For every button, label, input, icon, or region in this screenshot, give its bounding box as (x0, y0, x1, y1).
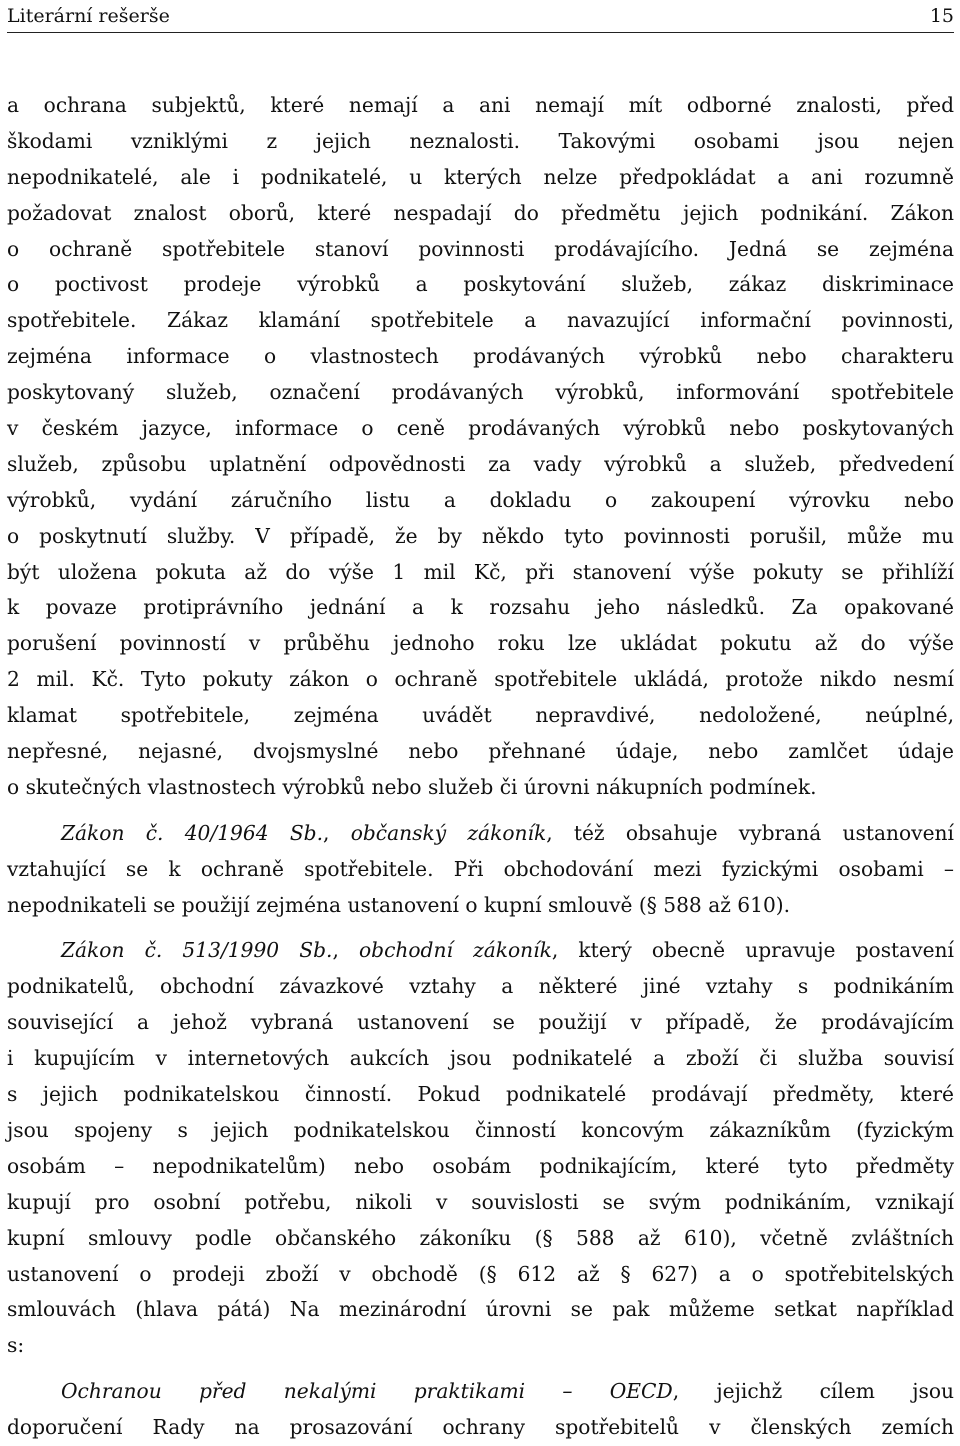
text-line: s jejich podnikatelskou činností. Pokud podnikatelé prodávají předměty, které (7, 1082, 954, 1107)
page-number: 15 (929, 5, 954, 27)
text-line: 2 mil. Kč. Tyto pokuty zákon o ochraně spotřebitele ukládá, protože nikdo nesmí (7, 667, 954, 692)
text-line: nepodnikateli se použijí zejména ustanovení o kupní smlouvě (§ 588 až 610). (7, 892, 791, 917)
text-line: v českém jazyce, informace o ceně prodávaných výrobků nebo poskytovaných (7, 416, 954, 441)
text-line: vztahující se k ochraně spotřebitele. Při obchodování mezi fyzickými osobami – (7, 856, 954, 881)
document-page (7, 0, 955, 1440)
text-line: kupní smlouvy podle občanského zákoníku (§ 588 až 610), včetně zvláštních (7, 1225, 954, 1250)
text-line: služeb, způsobu uplatnění odpovědnosti za vady výrobků a služeb, předvedení (7, 451, 954, 476)
text-line: s: (7, 1333, 25, 1358)
page-header (7, 0, 954, 33)
text-line: smlouvách (hlava pátá) Na mezinárodní úrovni se pak můžeme setkat například (7, 1297, 954, 1322)
text-line: o poskytnutí služby. V případě, že by někdo tyto povinnosti porušil, může mu (7, 523, 954, 548)
body-text (7, 88, 954, 1446)
text-line: škodami vzniklými z jejich neznalosti. Takovými osobami jsou nejen (7, 128, 954, 153)
text-line: a ochrana subjektů, které nemají a ani nemají mít odborné znalosti, před (7, 93, 954, 117)
text-line: klamat spotřebitele, zejména uvádět nepravdivé, nedoložené, neúplné, (7, 703, 954, 728)
text-line: osobám – nepodnikatelům) nebo osobám podnikajícím, které tyto předměty (7, 1153, 954, 1178)
text-line: požadovat znalost oborů, které nespadají do předmětu jejich podnikání. Zákon (7, 200, 954, 225)
chapter-title: Literární rešerše (7, 5, 170, 27)
text-line: poskytovaný služeb, označení prodávaných výrobků, informování spotřebitele (7, 380, 954, 405)
text-line: Zákon č. 513/1990 Sb., obchodní zákoník, který obecně upravuje postavení (61, 938, 955, 963)
text-line: i kupujícím v internetových aukcích jsou podnikatelé a zboží či služba souvisí (7, 1046, 954, 1071)
text-line: o ochraně spotřebitele stanoví povinnosti prodávajícího. Jedná se zejména (7, 236, 954, 261)
text-line: související a jehož vybraná ustanovení se použijí v případě, že prodávajícím (7, 1010, 954, 1035)
text-line: podnikatelů, obchodní závazkové vztahy a některé jiné vztahy s podnikáním (7, 974, 954, 999)
text-line: Zákon č. 40/1964 Sb., občanský zákoník, též obsahuje vybraná ustanovení (61, 820, 954, 845)
text-line: nepřesné, nejasné, dvojsmyslné nebo přehnané údaje, nebo zamlčet údaje (7, 739, 954, 764)
text-line: kupují pro osobní potřebu, nikoli v souvislosti se svým podnikáním, vznikají (7, 1189, 954, 1214)
text-line: jsou spojeny s jejich podnikatelskou činností koncovým zákazníkům (fyzickým (7, 1117, 954, 1142)
paragraph-consumer-protection (7, 88, 954, 806)
text-line: spotřebitele. Zákaz klamání spotřebitele a navazující informační povinnosti, (7, 308, 954, 333)
paragraph-oecd (7, 1374, 954, 1446)
text-line: být uložena pokuta až do výše 1 mil Kč, při stanovení výše pokuty se přihlíží (7, 559, 954, 584)
text-line: zejména informace o vlastnostech prodávaných výrobků nebo charakteru (7, 344, 954, 369)
text-line: doporučení Rady na prosazování ochrany spotřebitelů v členských zemích (7, 1415, 954, 1440)
text-line: o skutečných vlastnostech výrobků nebo služeb či úrovni nákupních podmínek. (7, 774, 817, 799)
text-line: ustanovení o prodeji zboží v obchodě (§ 612 až § 627) a o spotřebitelských (7, 1261, 954, 1286)
text-line: o poctivost prodeje výrobků a poskytování služeb, zákaz diskriminace (7, 272, 954, 297)
text-line: nepodnikatelé, ale i podnikatelé, u kterých nelze předpokládat a ani rozumně (7, 164, 954, 189)
text-line: porušení povinností v průběhu jednoho roku lze ukládat pokutu až do výše (7, 631, 954, 656)
text-line: výrobků, vydání záručního listu a dokladu o zakoupení výrovku nebo (7, 487, 954, 512)
text-line: k povaze protiprávního jednání a k rozsahu jeho následků. Za opakované (7, 595, 954, 620)
paragraph-commercial-code (7, 933, 954, 1364)
text-line: Ochranou před nekalými praktikami – OECD, jejichž cílem jsou (61, 1379, 954, 1404)
paragraph-civil-code (7, 816, 954, 924)
